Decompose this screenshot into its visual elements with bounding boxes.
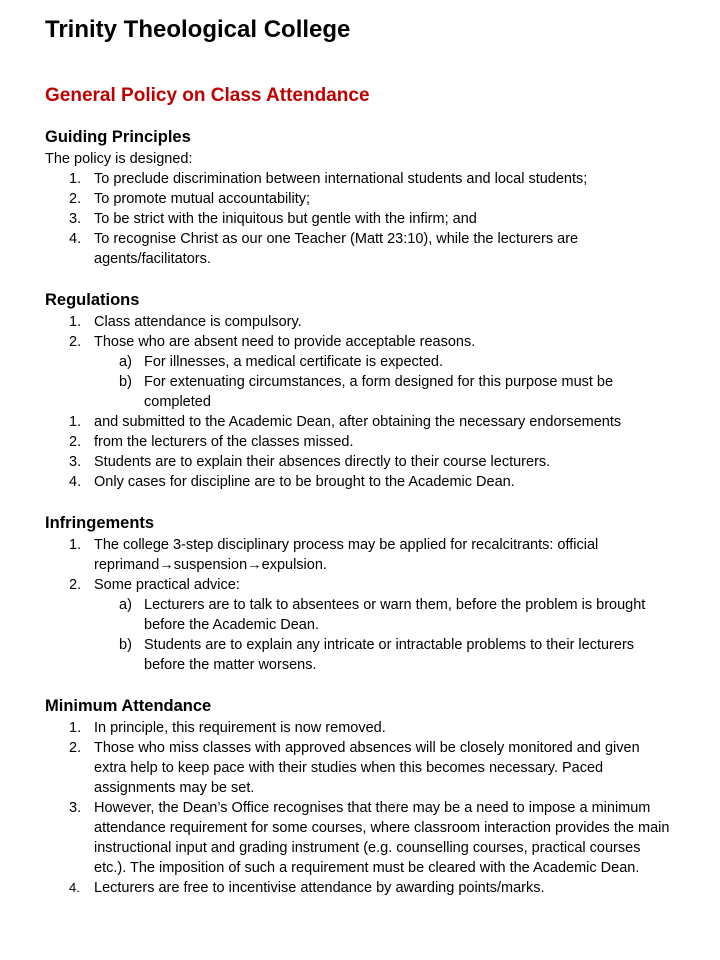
document-subtitle: General Policy on Class Attendance	[45, 85, 370, 106]
list-text: To preclude discrimination between international students and local students;	[94, 171, 588, 187]
section-infringements	[45, 511, 675, 675]
numbered-list	[45, 312, 675, 352]
numbered-list	[45, 718, 675, 898]
list-number: 3.	[69, 211, 82, 227]
section-minimum-attendance	[45, 694, 675, 898]
list-text: To promote mutual accountability;	[94, 191, 310, 207]
section-heading: Infringements	[45, 514, 155, 532]
sublist-text: For illnesses, a medical certificate is expected.	[144, 354, 443, 370]
sublist-item	[45, 352, 675, 372]
sublist-letter: a)	[119, 597, 132, 613]
list-text: To recognise Christ as our one Teacher (Matt 23:10), while the lecturers are agents/facilitators.	[94, 231, 579, 267]
sublist-item	[45, 372, 675, 412]
list-text: Lecturers are free to incentivise attendance by awarding points/marks.	[94, 880, 545, 896]
list-item	[45, 878, 675, 898]
list-text: To be strict with the iniquitous but gentle with the infirm; and	[94, 211, 477, 227]
list-text: However, the Dean’s Office recognises that there may be a need to impose a minimum attendance requirement for some courses, where classroom interaction provides the main instructional input and grading instrument (e.g. counselling courses, practical courses etc.). The imposition of such a requirement must be cleared with the Academic Dean.	[94, 800, 670, 876]
list-item	[45, 412, 675, 432]
list-number: 1.	[69, 537, 82, 553]
list-text: The college 3-step disciplinary process may be applied for recalcitrants: official reprimand→suspension→expulsion.	[94, 537, 599, 573]
list-item	[45, 472, 675, 492]
section-intro: The policy is designed:	[45, 151, 193, 167]
list-number: 2.	[69, 334, 82, 350]
list-item	[45, 575, 675, 595]
sublist-letter: b)	[119, 637, 132, 653]
list-text: from the lecturers of the classes missed.	[94, 434, 354, 450]
list-item	[45, 189, 675, 209]
list-item	[45, 209, 675, 229]
sublist-letter: a)	[119, 354, 132, 370]
list-text: Those who miss classes with approved absences will be closely monitored and given extra help to keep pace with their studies when this becomes necessary. Paced assignments may be set.	[94, 740, 640, 796]
list-text: and submitted to the Academic Dean, after obtaining the necessary endorsements	[94, 414, 622, 430]
document-title: Trinity Theological College	[45, 16, 351, 43]
section-heading: Minimum Attendance	[45, 697, 212, 715]
list-number: 2.	[69, 191, 82, 207]
list-item	[45, 432, 675, 452]
sublist-item	[45, 595, 675, 635]
section-guiding-principles	[45, 125, 675, 269]
section-heading: Regulations	[45, 291, 140, 309]
lettered-sublist	[45, 595, 675, 675]
list-item	[45, 718, 675, 738]
numbered-list	[45, 169, 675, 269]
list-number: 2.	[69, 577, 82, 593]
list-number: 4.	[69, 231, 82, 247]
section-heading: Guiding Principles	[45, 128, 191, 146]
document-page	[45, 12, 675, 898]
list-number: 1.	[69, 720, 82, 736]
sublist-item	[45, 635, 675, 675]
list-number: 2.	[69, 740, 82, 756]
list-text: Only cases for discipline are to be brought to the Academic Dean.	[94, 474, 515, 490]
list-item	[45, 169, 675, 189]
section-regulations	[45, 288, 675, 492]
list-item	[45, 229, 675, 269]
list-item	[45, 738, 675, 798]
list-item	[45, 312, 675, 332]
list-item	[45, 452, 675, 472]
list-text: Those who are absent need to provide acceptable reasons.	[94, 334, 476, 350]
sublist-letter: b)	[119, 374, 132, 390]
list-item	[45, 798, 675, 878]
list-text: In principle, this requirement is now removed.	[94, 720, 386, 736]
list-text: Some practical advice:	[94, 577, 240, 593]
list-number: 4.	[69, 880, 80, 895]
list-number: 2.	[69, 434, 82, 450]
sublist-text: Lecturers are to talk to absentees or warn them, before the problem is brought before the Academic Dean.	[144, 597, 646, 633]
list-number: 3.	[69, 800, 82, 816]
sublist-text: For extenuating circumstances, a form designed for this purpose must be completed	[144, 374, 614, 410]
sublist-text: Students are to explain any intricate or intractable problems to their lecturers before the matter worsens.	[144, 637, 635, 673]
list-number: 1.	[69, 314, 82, 330]
list-text: Class attendance is compulsory.	[94, 314, 302, 330]
list-number: 3.	[69, 454, 82, 470]
list-number: 1.	[69, 414, 82, 430]
numbered-list-continued	[45, 412, 675, 492]
list-item	[45, 332, 675, 352]
numbered-list	[45, 535, 675, 595]
list-number: 1.	[69, 171, 82, 187]
list-number: 4.	[69, 474, 82, 490]
list-text: Students are to explain their absences directly to their course lecturers.	[94, 454, 551, 470]
list-item	[45, 535, 675, 575]
lettered-sublist	[45, 352, 675, 412]
